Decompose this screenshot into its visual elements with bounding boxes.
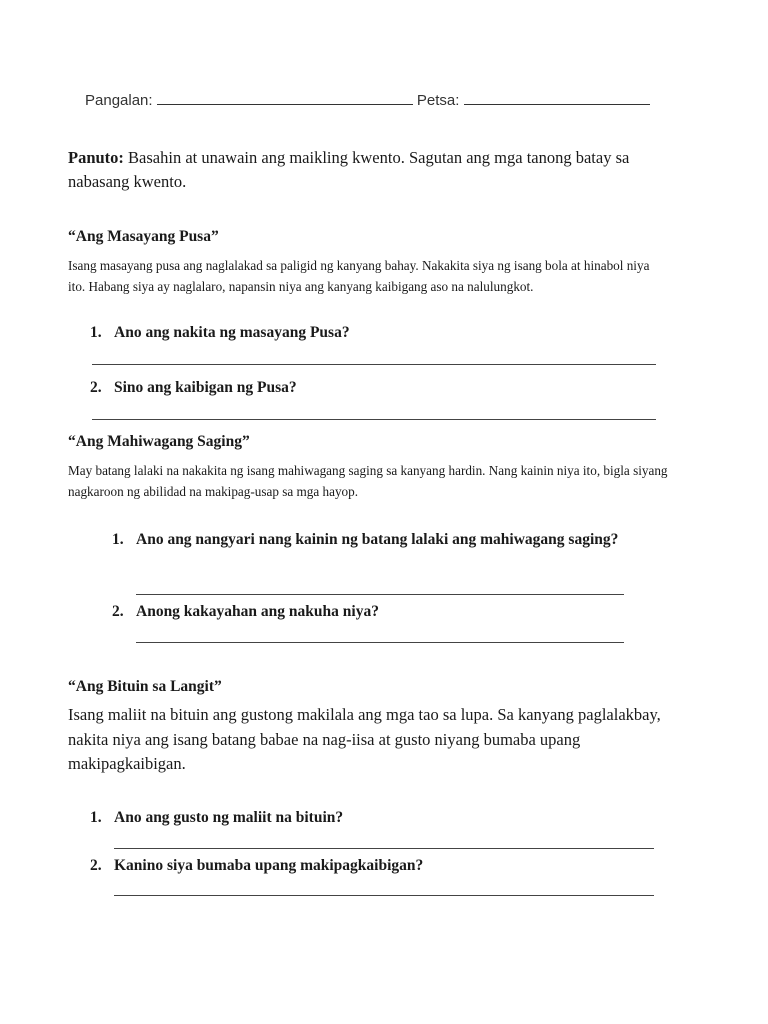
question-item xyxy=(90,854,660,878)
answer-line[interactable] xyxy=(136,594,624,595)
question-number: 1. xyxy=(90,324,102,341)
story-body: Isang masayang pusa ang naglalakad sa paligid ng kanyang bahay. Nakakita siya ng isang bola at hinabol niya ito. Habang siya ay naglalaro, napansin niya ang kanyang kaibigang aso na nalulungkot. xyxy=(68,258,650,294)
story-title: “Ang Bituin sa Langit” xyxy=(68,678,222,695)
question-text: Kanino siya bumaba upang makipagkaibigan? xyxy=(114,857,424,874)
date-label: Petsa: xyxy=(416,92,460,109)
name-label: Pangalan: xyxy=(85,92,153,109)
story-body: Isang maliit na bituin ang gustong makilala ang mga tao sa lupa. Sa kanyang paglalakbay, nakita niya ang isang batang babae na nag-iisa at gusto niyang bumaba upang makipagkaibigan. xyxy=(68,705,661,773)
question-number: 2. xyxy=(90,379,102,396)
question-text: Ano ang nangyari nang kainin ng batang lalaki ang mahiwagang saging? xyxy=(136,531,619,548)
name-field-line[interactable] xyxy=(157,90,413,105)
question-number: 1. xyxy=(112,531,124,548)
story-title: “Ang Masayang Pusa” xyxy=(68,228,219,245)
story-body: May batang lalaki na nakakita ng isang mahiwagang saging sa kanyang hardin. Nang kainin niya ito, bigla siyang nagkaroon ng abilidad na makipag-usap sa mga hayop. xyxy=(68,463,668,499)
header-fields xyxy=(85,90,675,109)
answer-line[interactable] xyxy=(92,419,656,420)
date-field-line[interactable] xyxy=(464,90,650,105)
question-item xyxy=(90,321,660,345)
question-number: 2. xyxy=(112,603,124,620)
question-text: Ano ang gusto ng maliit na bituin? xyxy=(114,809,344,826)
instructions-text: Basahin at unawain ang maikling kwento. Sagutan ang mga tanong batay sa nabasang kwento. xyxy=(68,148,630,191)
question-item xyxy=(112,600,652,624)
answer-line[interactable] xyxy=(136,642,624,643)
question-item xyxy=(90,376,660,400)
question-text: Ano ang nakita ng masayang Pusa? xyxy=(114,324,350,341)
question-item xyxy=(90,806,660,830)
answer-line[interactable] xyxy=(114,895,654,896)
question-number: 2. xyxy=(90,857,102,874)
question-text: Sino ang kaibigan ng Pusa? xyxy=(114,379,297,396)
instructions xyxy=(68,146,678,194)
story-title: “Ang Mahiwagang Saging” xyxy=(68,433,250,450)
answer-line[interactable] xyxy=(114,848,654,849)
answer-line[interactable] xyxy=(92,364,656,365)
question-text: Anong kakayahan ang nakuha niya? xyxy=(136,603,379,620)
question-item xyxy=(112,528,652,552)
question-number: 1. xyxy=(90,809,102,826)
instructions-label: Panuto: xyxy=(68,148,124,167)
